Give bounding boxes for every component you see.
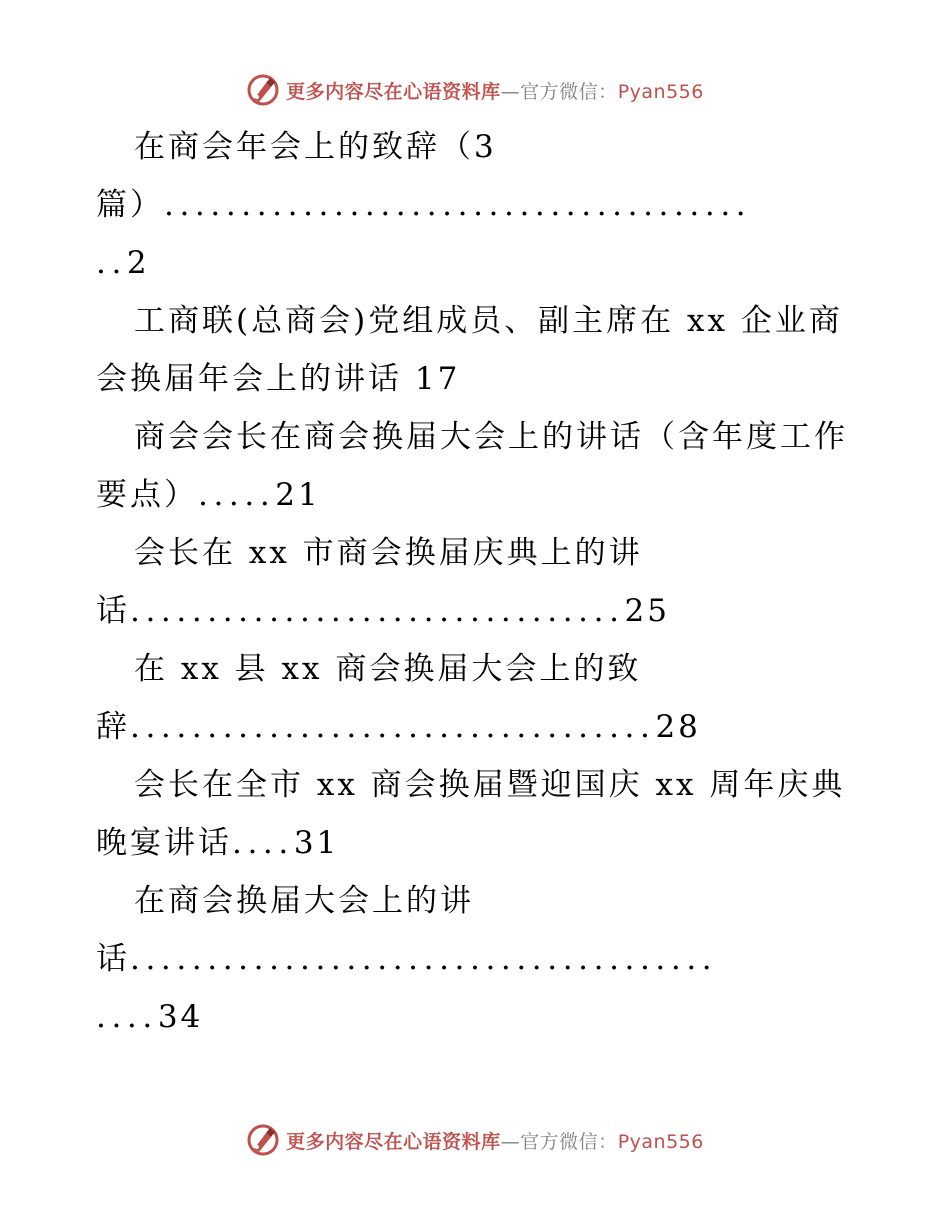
toc-line [96, 640, 856, 698]
toc-page-number: 25 [624, 593, 670, 629]
toc-entry-text: 在商会换届大会上的讲 [134, 883, 474, 919]
toc-line [96, 118, 856, 176]
toc-entry-text: 会长在 xx 市商会换届庆典上的讲 [134, 535, 643, 571]
toc-entry-text: 话 [96, 941, 130, 977]
toc-line [96, 408, 856, 466]
toc-entry-text: 工商联(总商会)党组成员、副主席在 xx 企业商 [134, 303, 843, 339]
toc-entry-text: 会换届年会上的讲话 17 [96, 361, 461, 397]
toc-page-number: 34 [157, 999, 204, 1035]
toc-leader-dots: ...................................... [164, 187, 752, 223]
toc-line [96, 176, 856, 234]
toc-line [96, 350, 856, 408]
toc-entry-text: 在商会年会上的致辞（3 [134, 129, 497, 165]
footer-watermark [0, 1120, 950, 1160]
toc-entry-text: 话 [96, 593, 130, 629]
header-watermark [0, 70, 950, 110]
table-of-contents [96, 118, 856, 1046]
toc-leader-dots: .................................. [130, 709, 656, 745]
toc-leader-dots: .. [96, 245, 127, 281]
toc-leader-dots: .... [96, 999, 158, 1035]
toc-line [96, 524, 856, 582]
toc-page-number: 31 [293, 825, 340, 861]
toc-leader-dots: .... [232, 825, 294, 861]
toc-entry-text: 商会会长在商会换届大会上的讲话（含年度工作 [134, 419, 848, 455]
toc-line [96, 814, 856, 872]
toc-entry-text: 要点） [96, 477, 198, 513]
toc-line [96, 698, 856, 756]
toc-line [96, 930, 856, 988]
toc-line [96, 988, 856, 1046]
toc-line [96, 292, 856, 350]
toc-line [96, 756, 856, 814]
toc-entry-text: 晚宴讲话 [96, 825, 232, 861]
toc-page-number: 2 [126, 245, 150, 281]
pen-logo-icon [246, 1123, 280, 1157]
toc-entry-text: 篇） [96, 187, 164, 223]
toc-page-number: 21 [275, 477, 321, 513]
toc-entry-text: 辞 [96, 709, 130, 745]
toc-leader-dots: ..... [198, 477, 276, 513]
toc-line [96, 582, 856, 640]
toc-entry-text: 会长在全市 xx 商会换届暨迎国庆 xx 周年庆典 [134, 767, 846, 803]
watermark-text: 更多内容尽在心语资料库—官方微信：Pyan556 [286, 80, 704, 103]
pen-logo-icon [246, 73, 280, 107]
toc-leader-dots: ................................ [130, 593, 625, 629]
toc-page-number: 28 [655, 709, 701, 745]
toc-line [96, 466, 856, 524]
watermark-text: 更多内容尽在心语资料库—官方微信：Pyan556 [286, 1130, 704, 1153]
toc-line [96, 872, 856, 930]
toc-line [96, 234, 856, 292]
toc-leader-dots: ...................................... [130, 941, 718, 977]
toc-entry-text: 在 xx 县 xx 商会换届大会上的致 [134, 651, 642, 687]
